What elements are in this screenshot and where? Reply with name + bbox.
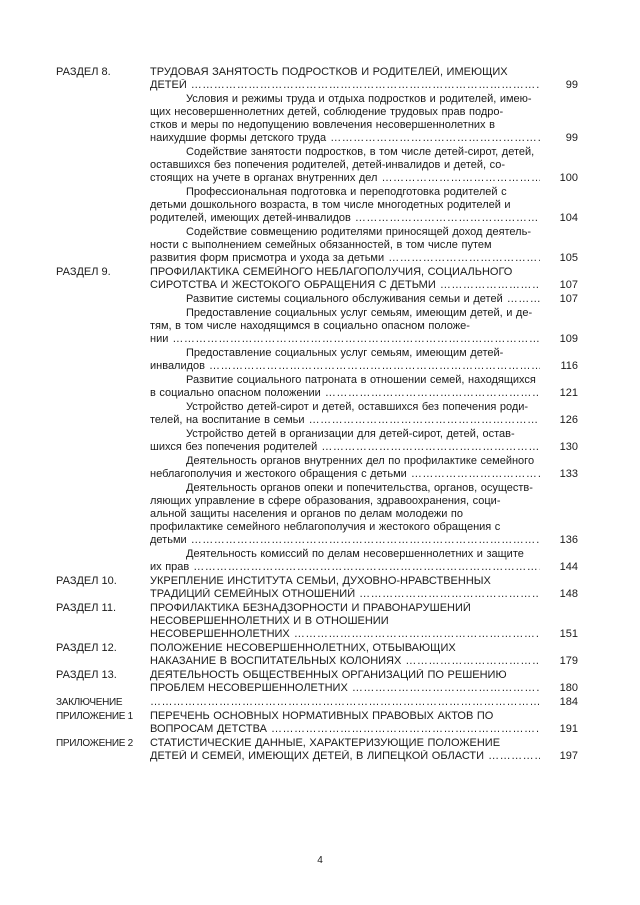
toc-entry-title	[150, 669, 540, 695]
toc-title-line: НЕСОВЕРШЕННОЛЕТНИХ ………………………………………………………………………………………………………………………………………………………………………………	[150, 628, 540, 641]
toc-page-number: 107	[559, 279, 578, 291]
toc-section-label: РАЗДЕЛ 8.	[56, 66, 111, 78]
toc-title-line: Деятельность органов внутренних дел по профилактике семейного	[186, 455, 535, 467]
toc-page-number: 109	[559, 333, 578, 345]
toc-entry-title	[150, 347, 540, 373]
toc-entry-title	[150, 737, 540, 763]
toc-title-line: родителей, имеющих детей-инвалидов ………………………………………………………………………………………………………………………………………………………………………………	[150, 212, 540, 225]
toc-title-line: ДЕТЕЙ И СЕМЕЙ, ИМЕЮЩИХ ДЕТЕЙ, В ЛИПЕЦКОЙ ОБЛАСТИ ………………………………………………………………………………………………………………………………………………………………………………	[150, 750, 540, 763]
toc-title-line: УКРЕПЛЕНИЕ ИНСТИТУТА СЕМЬИ, ДУХОВНО-НРАВСТВЕННЫХ	[150, 575, 491, 587]
toc-title-line: Деятельность комиссий по делам несовершеннолетних и защите	[186, 548, 524, 560]
toc-page-number: 144	[559, 561, 578, 573]
toc-page-number: 151	[559, 628, 578, 640]
toc-entry-title	[150, 146, 540, 185]
toc-title-line: стков и меры по недопущению вовлечения несовершеннолетних в	[150, 119, 495, 131]
toc-title-line: тям, в том числе находящимся в социально опасном положе-	[150, 320, 470, 332]
toc-title-line: Развитие системы социального обслуживания семьи и детей ………………………………………………………………………………………………………………………………………………………………………………	[150, 293, 540, 306]
toc-page-number: 99	[565, 132, 578, 144]
toc-title-line: Устройство детей в организации для детей-сирот, детей, остав-	[186, 428, 515, 440]
toc-page-number: 197	[559, 750, 578, 762]
toc-title-line: Устройство детей-сирот и детей, оставшихся без попечения роди-	[186, 401, 529, 413]
toc-title-line: Профессиональная подготовка и переподготовка родителей с	[186, 186, 507, 198]
toc-page-number: 148	[559, 588, 578, 600]
toc-entry-title	[150, 307, 540, 346]
toc-title-line: СТАТИСТИЧЕСКИЕ ДАННЫЕ, ХАРАКТЕРИЗУЮЩИЕ ПОЛОЖЕНИЕ	[150, 737, 501, 749]
toc-title-line: Предоставление социальных услуг семьям, имеющим детей, и де-	[186, 307, 533, 319]
toc-title-line: неблагополучия и жестокого обращения с детьми ………………………………………………………………………………………………………………………………………………………………………………	[150, 468, 540, 481]
toc-title-line: ДЕТЕЙ ………………………………………………………………………………………………………………………………………………………………………………	[150, 79, 540, 92]
toc-title-line: Содействие занятости подростков, в том числе детей-сирот, детей,	[186, 146, 535, 158]
toc-entry-title	[150, 548, 540, 574]
toc-title-line: щих несовершеннолетних детей, соблюдение трудовых прав подро-	[150, 106, 504, 118]
toc-title-line: Условия и режимы труда и отдыха подростков и родителей, имею-	[186, 93, 532, 105]
toc-page-number: 180	[559, 682, 578, 694]
toc-title-line: их прав ………………………………………………………………………………………………………………………………………………………………………………	[150, 561, 540, 574]
toc-title-line: в социально опасном положении ………………………………………………………………………………………………………………………………………………………………………………	[150, 387, 540, 400]
toc-page-number: 191	[559, 723, 578, 735]
toc-title-line: НАКАЗАНИЕ В ВОСПИТАТЕЛЬНЫХ КОЛОНИЯХ ………………………………………………………………………………………………………………………………………………………………………………	[150, 655, 540, 668]
toc-title-line: ляющих управление в сфере образования, здравоохранения, соци-	[150, 495, 501, 507]
toc-title-line: ПЕРЕЧЕНЬ ОСНОВНЫХ НОРМАТИВНЫХ ПРАВОВЫХ АКТОВ ПО	[150, 710, 494, 722]
toc-title-line: инвалидов ………………………………………………………………………………………………………………………………………………………………………………	[150, 360, 540, 373]
toc-title-line: альной защиты населения и органов по делам молодежи по	[150, 508, 464, 520]
toc-section-label: РАЗДЕЛ 12.	[56, 642, 117, 654]
toc-section-label: РАЗДЕЛ 11.	[56, 602, 116, 614]
toc-title-line	[150, 696, 540, 709]
toc-title-line: ВОПРОСАМ ДЕТСТВА ………………………………………………………………………………………………………………………………………………………………………………	[150, 723, 540, 736]
toc-entry-title	[150, 293, 540, 306]
toc-section-label: ПРИЛОЖЕНИЕ 1	[56, 711, 133, 722]
toc-title-line: Деятельность органов опеки и попечительства, органов, осуществ-	[186, 482, 533, 494]
toc-entry-title	[150, 710, 540, 736]
toc-page-number: 184	[559, 696, 578, 708]
toc-section-label: РАЗДЕЛ 9.	[56, 266, 111, 278]
toc-page-number: 100	[559, 172, 578, 184]
toc-title-line: Развитие социального патроната в отношении семей, находящихся	[186, 374, 536, 386]
toc-title-line: ДЕЯТЕЛЬНОСТЬ ОБЩЕСТВЕННЫХ ОРГАНИЗАЦИЙ ПО РЕШЕНИЮ	[150, 669, 507, 681]
toc-entry-title	[150, 374, 540, 400]
toc-entry-title	[150, 66, 540, 92]
toc-section-label: РАЗДЕЛ 10.	[56, 575, 117, 587]
toc-title-line: ТРАДИЦИЙ СЕМЕЙНЫХ ОТНОШЕНИЙ ………………………………………………………………………………………………………………………………………………………………………………	[150, 588, 540, 601]
toc-title-line: ТРУДОВАЯ ЗАНЯТОСТЬ ПОДРОСТКОВ И РОДИТЕЛЕЙ, ИМЕЮЩИХ	[150, 66, 508, 78]
toc-title-line: телей, на воспитание в семьи ………………………………………………………………………………………………………………………………………………………………………………	[150, 414, 540, 427]
toc-title-line: ности с выполнением семейных обязанностей, в том числе путем	[150, 239, 492, 251]
toc-entry-title	[150, 696, 540, 709]
toc-entry-title	[150, 642, 540, 668]
toc-title-line: оставшихся без попечения родителей, детей-инвалидов и детей, со-	[150, 159, 506, 171]
toc-title-line: профилактике семейного неблагополучия и жестокого обращения с	[150, 521, 501, 533]
toc-page-number: 105	[559, 252, 578, 264]
toc-entry-title	[150, 575, 540, 601]
toc-title-line: ПРОБЛЕМ НЕСОВЕРШЕННОЛЕТНИХ ………………………………………………………………………………………………………………………………………………………………………………	[150, 682, 540, 695]
toc-section-label: ЗАКЛЮЧЕНИЕ	[56, 697, 123, 708]
toc-entry-title	[150, 602, 540, 641]
toc-page-number: 133	[559, 468, 578, 480]
toc-page-number: 121	[559, 387, 578, 399]
toc-page-number: 126	[559, 414, 578, 426]
toc-title-line: наихудшие формы детского труда ………………………………………………………………………………………………………………………………………………………………………………	[150, 132, 540, 145]
toc-title-line: СИРОТСТВА И ЖЕСТОКОГО ОБРАЩЕНИЯ С ДЕТЬМИ ………………………………………………………………………………………………………………………………………………………………………………	[150, 279, 540, 292]
toc-title-line: НЕСОВЕРШЕННОЛЕТНИХ И В ОТНОШЕНИИ	[150, 615, 389, 627]
toc-title-line: Предоставление социальных услуг семьям, имеющим детей-	[186, 347, 504, 359]
toc-section-label: РАЗДЕЛ 13.	[56, 669, 117, 681]
toc-page-number: 99	[565, 79, 578, 91]
toc-entry-title	[150, 428, 540, 454]
toc-page-number: 104	[559, 212, 578, 224]
toc-entry-title	[150, 93, 540, 145]
toc-entry-title	[150, 266, 540, 292]
toc-page-number: 107	[559, 293, 578, 305]
toc-title-line: развития форм присмотра и ухода за детьми ………………………………………………………………………………………………………………………………………………………………………………	[150, 252, 540, 265]
toc-title-line: шихся без попечения родителей ………………………………………………………………………………………………………………………………………………………………………………	[150, 441, 540, 454]
toc-title-line: ПОЛОЖЕНИЕ НЕСОВЕРШЕННОЛЕТНИХ, ОТБЫВАЮЩИХ	[150, 642, 456, 654]
toc-title-line: ПРОФИЛАКТИКА БЕЗНАДЗОРНОСТИ И ПРАВОНАРУШЕНИЙ	[150, 602, 471, 614]
toc-entry-title	[150, 455, 540, 481]
toc-entry-title	[150, 401, 540, 427]
toc-entry-title	[150, 226, 540, 265]
toc-title-line: детьми ………………………………………………………………………………………………………………………………………………………………………………	[150, 534, 540, 547]
toc-section-label: ПРИЛОЖЕНИЕ 2	[56, 738, 133, 749]
toc-entry-title	[150, 482, 540, 547]
toc-title-line: стоящих на учете в органах внутренних дел ………………………………………………………………………………………………………………………………………………………………………………	[150, 172, 540, 185]
toc-entry-title	[150, 186, 540, 225]
toc-page-number: 179	[559, 655, 578, 667]
toc-title-line: Содействие совмещению родителями приносящей доход деятель-	[186, 226, 531, 238]
toc-title-line: ПРОФИЛАКТИКА СЕМЕЙНОГО НЕБЛАГОПОЛУЧИЯ, СОЦИАЛЬНОГО	[150, 266, 513, 278]
page-number: 4	[317, 855, 323, 866]
toc-page-number: 136	[559, 534, 578, 546]
toc-page-number: 130	[559, 441, 578, 453]
toc-title-line: детьми дошкольного возраста, в том числе многодетных родителей и	[150, 199, 511, 211]
toc-page-number: 116	[560, 360, 578, 372]
toc-title-line: нии ………………………………………………………………………………………………………………………………………………………………………………	[150, 333, 540, 346]
